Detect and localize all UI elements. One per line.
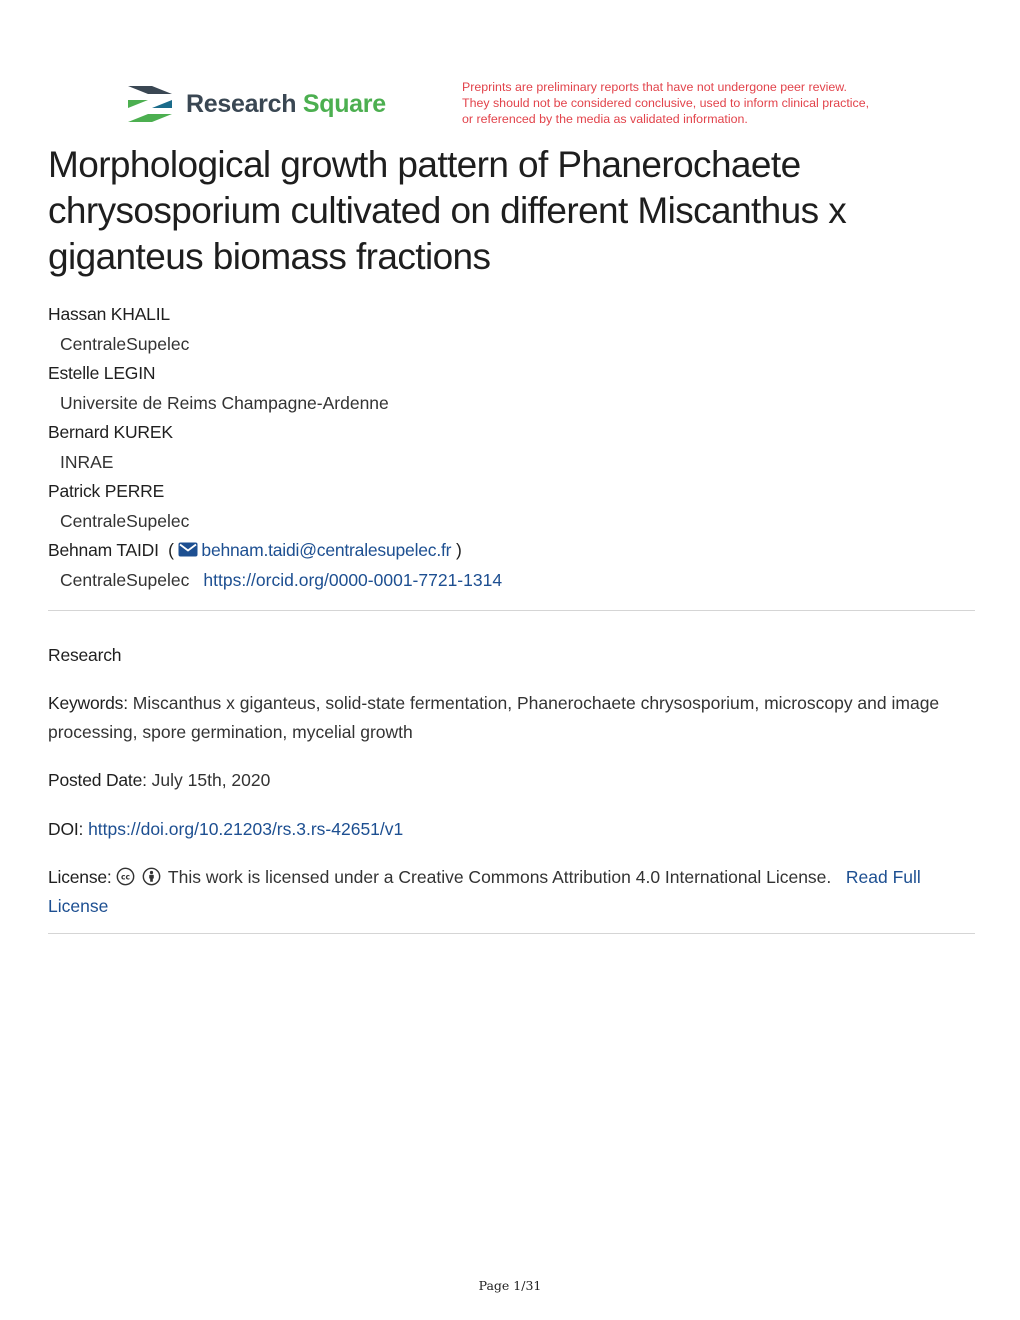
license-label: License: — [48, 867, 112, 887]
by-icon — [142, 867, 161, 886]
corresponding-author-line — [48, 536, 948, 566]
section-divider — [48, 933, 975, 934]
orcid-link[interactable]: https://orcid.org/0000-0001-7721-1314 — [203, 569, 503, 590]
disclaimer-line: Preprints are preliminary reports that have not undergone peer review. — [462, 80, 848, 94]
disclaimer-line: or referenced by the media as validated information. — [462, 112, 748, 126]
license-text: This work is licensed under a Creative Commons Attribution 4.0 International License. — [167, 867, 832, 887]
author-email: behnam.taidi@centralesupelec.fr — [201, 540, 452, 560]
corresponding-author-affiliation-line — [48, 566, 948, 596]
disclaimer-line: They should not be considered conclusive, used to inform clinical practice, — [462, 96, 870, 110]
author-email-link[interactable] — [178, 540, 451, 560]
author-name: Hassan KHALIL — [48, 304, 170, 324]
posted-date-block — [48, 766, 978, 795]
author-name: Bernard KUREK — [48, 422, 173, 442]
license-block — [48, 863, 978, 921]
research-square-logo[interactable] — [126, 84, 386, 124]
logo-word-square: Square — [302, 89, 386, 118]
doi-label: DOI: — [48, 819, 84, 839]
author-affiliation: INRAE — [60, 451, 114, 472]
keywords-block — [48, 689, 978, 747]
keywords-label: Keywords: — [48, 693, 128, 713]
paper-title: Morphological growth pattern of Phanerochaete chrysosporium cultivated on different Miscanthus x giganteus biomass fractions — [48, 144, 847, 277]
author-affiliation: CentraleSupelec — [60, 333, 190, 354]
logo-wordmark — [186, 90, 386, 119]
author-list — [48, 300, 948, 595]
cc-icon — [116, 867, 135, 886]
author-affiliation: CentraleSupelec — [60, 510, 190, 531]
keywords-value: Miscanthus x giganteus, solid-state fermentation, Phanerochaete chrysosporium, microscopy and image processing, spore germination, mycelial growth — [48, 693, 940, 742]
email-open-paren: ( — [168, 540, 174, 560]
author-name: Estelle LEGIN — [48, 363, 156, 383]
page-number: Page 1/31 — [478, 1278, 542, 1293]
envelope-icon — [178, 542, 198, 557]
section-divider — [48, 610, 975, 611]
article-type: Research — [48, 645, 122, 665]
svg-text:cc: cc — [121, 872, 131, 882]
author-name: Behnam TAIDI — [48, 540, 159, 560]
author-affiliation: Universite de Reims Champagne-Ardenne — [60, 392, 389, 413]
preprint-disclaimer — [462, 79, 932, 127]
logo-word-research: Research — [186, 89, 297, 118]
research-square-logo-icon — [126, 84, 174, 124]
doi-link[interactable]: https://doi.org/10.21203/rs.3.rs-42651/v1 — [88, 819, 404, 839]
doi-block — [48, 815, 978, 844]
read-full-license-link[interactable]: Read Full License — [48, 867, 921, 916]
author-affiliation: CentraleSupelec — [60, 569, 190, 590]
posted-date-value: July 15th, 2020 — [151, 770, 271, 790]
posted-date-label: Posted Date: — [48, 770, 147, 790]
author-name: Patrick PERRE — [48, 481, 165, 501]
email-close-paren: ) — [455, 540, 462, 560]
